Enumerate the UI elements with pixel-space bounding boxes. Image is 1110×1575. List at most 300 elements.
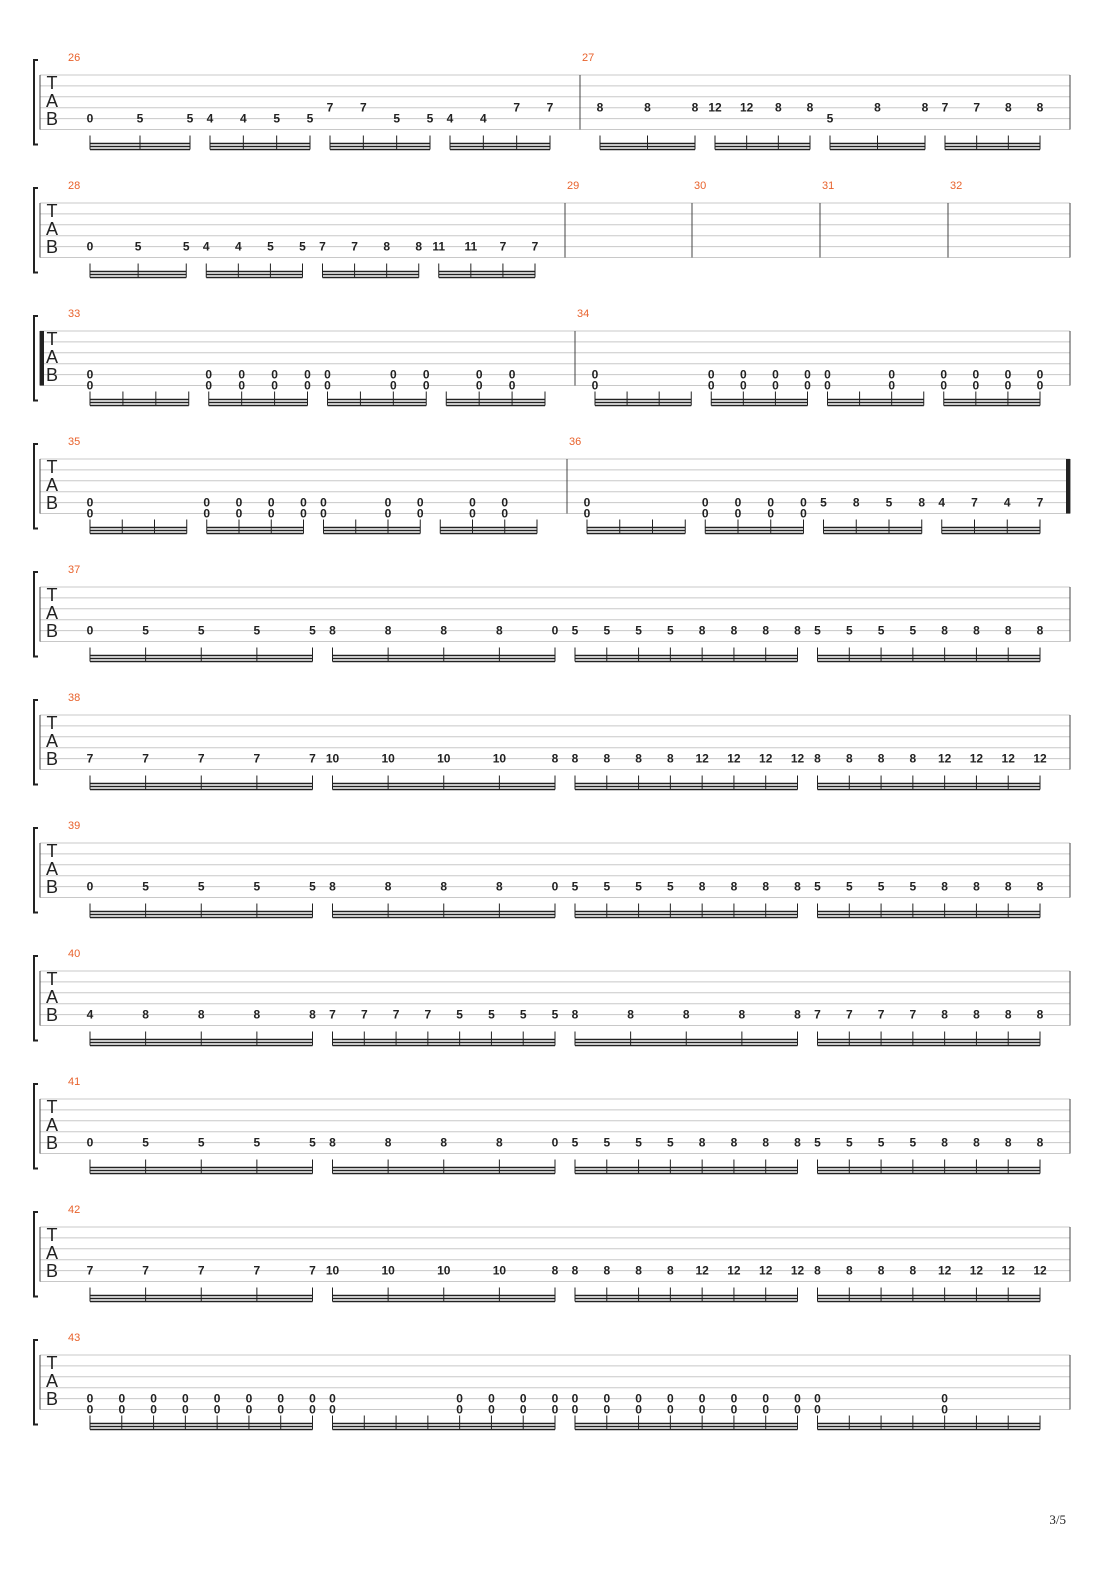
fret-number: 0 [501,506,509,521]
fret-number: 5 [253,879,261,894]
fret-number: 8 [1004,623,1012,638]
fret-number: 0 [739,378,747,393]
fret-number: 8 [627,1007,634,1022]
tab-system [34,1076,1070,1174]
fret-number: 0 [320,495,327,510]
tab-clef-letter: T [46,1097,58,1117]
fret-number: 8 [603,751,611,766]
fret-number: 0 [804,367,811,382]
fret-number: 8 [806,100,814,115]
tab-clef-letter: A [45,859,59,879]
tab-clef-letter: B [45,237,59,257]
fret-number: 0 [271,378,278,393]
tab-system [34,692,1070,790]
fret-number: 8 [571,1263,579,1278]
fret-number: 8 [874,100,881,115]
fret-number: 8 [329,623,336,638]
tab-clef-letter: A [45,987,59,1007]
fret-number: 0 [701,506,709,521]
fret-number: 0 [277,1402,285,1417]
fret-number: 12 [1001,1263,1015,1278]
fret-number: 8 [738,1007,746,1022]
measure-number: 30 [694,180,707,192]
fret-number: 8 [698,1135,706,1150]
fret-number: 0 [267,495,275,510]
fret-number: 12 [1001,751,1015,766]
fret-number: 8 [973,879,980,894]
fret-number: 4 [1003,495,1011,510]
fret-number: 8 [794,623,801,638]
fret-number: 0 [475,367,483,382]
fret-number: 8 [941,623,948,638]
fret-number: 0 [118,1391,126,1406]
fret-number: 5 [667,623,674,638]
fret-number: 12 [790,1263,805,1278]
fret-number: 0 [235,506,243,521]
tab-clef-letter: A [45,1243,59,1263]
fret-number: 7 [351,239,358,254]
fret-number: 8 [941,1007,948,1022]
fret-number: 8 [918,495,926,510]
fret-number: 0 [800,495,807,510]
fret-number: 0 [389,367,397,382]
fret-number: 0 [203,506,211,521]
tab-clef-letter: A [45,1115,59,1135]
fret-number: 0 [329,1402,336,1417]
fret-number: 0 [551,1135,559,1150]
tab-clef-letter: T [46,1225,58,1245]
tab-clef-letter: B [45,1389,59,1409]
fret-number: 8 [941,1135,948,1150]
fret-number: 5 [814,1135,821,1150]
fret-number: 8 [1036,1135,1044,1150]
fret-number: 0 [824,367,831,382]
fret-number: 0 [667,1402,674,1417]
fret-number: 0 [86,495,94,510]
fret-number: 8 [1036,623,1044,638]
fret-number: 0 [519,1402,527,1417]
system-bracket [34,572,38,657]
fret-number: 0 [416,506,424,521]
fret-number: 0 [730,1402,738,1417]
fret-number: 8 [794,1007,801,1022]
fret-number: 0 [941,1402,948,1417]
fret-number: 0 [794,1391,801,1406]
fret-number: 8 [384,879,392,894]
fret-number: 5 [186,111,194,126]
fret-number: 5 [814,623,821,638]
fret-number: 0 [456,1391,463,1406]
fret-number: 0 [300,495,307,510]
fret-number: 0 [701,495,709,510]
fret-number: 7 [309,751,316,766]
fret-number: 8 [909,1263,917,1278]
fret-number: 8 [730,1135,738,1150]
fret-number: 12 [969,751,984,766]
tab-system [34,820,1070,918]
fret-number: 0 [422,378,430,393]
fret-number: 7 [253,751,261,766]
fret-number: 4 [446,111,454,126]
fret-number: 7 [909,1007,917,1022]
fret-number: 7 [319,239,326,254]
fret-number: 5 [814,879,821,894]
fret-number: 8 [667,751,674,766]
fret-number: 7 [531,239,539,254]
fret-number: 0 [235,495,243,510]
fret-number: 0 [384,495,392,510]
tab-clef-letter: T [46,969,58,989]
fret-number: 12 [739,100,754,115]
fret-number: 8 [329,879,336,894]
fret-number: 8 [309,1007,316,1022]
fret-number: 12 [759,751,773,766]
fret-number: 7 [142,1263,149,1278]
fret-number: 8 [794,879,801,894]
fret-number: 0 [794,1402,801,1417]
fret-number: 5 [667,879,674,894]
fret-number: 0 [488,1391,495,1406]
fret-number: 0 [86,378,94,393]
fret-number: 7 [197,1263,205,1278]
tab-system [34,564,1070,662]
fret-number: 8 [1036,879,1044,894]
fret-number: 0 [304,378,311,393]
fret-number: 5 [571,1135,579,1150]
fret-number: 7 [424,1007,432,1022]
fret-number: 5 [182,239,190,254]
fret-number: 5 [635,623,642,638]
fret-number: 0 [86,239,94,254]
fret-number: 8 [440,623,448,638]
fret-number: 4 [86,1007,94,1022]
fret-number: 5 [877,879,885,894]
fret-number: 5 [845,623,853,638]
measure-number: 39 [68,820,81,832]
fret-number: 7 [326,100,334,115]
fret-number: 0 [329,1391,336,1406]
fret-number: 12 [695,751,709,766]
fret-number: 0 [86,1135,94,1150]
fret-number: 0 [635,1391,642,1406]
system-bracket [34,60,38,145]
tab-clef-letter: T [46,457,58,477]
fret-number: 7 [513,100,521,115]
fret-number: 5 [456,1007,463,1022]
fret-number: 12 [708,100,722,115]
fret-number: 0 [551,1391,559,1406]
tab-clef-letter: B [45,365,59,385]
tab-clef-letter: A [45,603,59,623]
fret-number: 10 [325,1263,340,1278]
fret-number: 10 [492,751,507,766]
fret-number: 8 [762,1135,770,1150]
fret-number: 0 [150,1402,157,1417]
tab-clef-letter: B [45,1005,59,1025]
fret-number: 8 [845,1263,853,1278]
fret-number: 0 [972,367,980,382]
fret-number: 8 [1004,1135,1012,1150]
tab-system [34,436,1070,534]
fret-number: 5 [519,1007,527,1022]
fret-number: 11 [432,239,446,254]
fret-number: 0 [814,1391,821,1406]
fret-number: 0 [118,1402,126,1417]
fret-number: 5 [909,879,917,894]
fret-number: 8 [644,100,651,115]
fret-number: 0 [941,1391,948,1406]
fret-number: 12 [937,1263,952,1278]
fret-number: 0 [1036,367,1044,382]
tab-clef-letter: A [45,219,59,239]
fret-number: 0 [972,378,980,393]
tab-system [34,1332,1070,1430]
tab-clef-letter: T [46,585,58,605]
fret-number: 5 [845,879,853,894]
fret-number: 8 [496,623,503,638]
measure-number: 31 [822,180,835,192]
fret-number: 0 [767,495,775,510]
tab-clef-letter: T [46,201,58,221]
fret-number: 5 [309,1135,316,1150]
tab-clef-letter: T [46,713,58,733]
fret-number: 0 [519,1391,527,1406]
fret-number: 5 [267,239,274,254]
measure-number: 29 [567,180,580,192]
fret-number: 8 [384,1135,392,1150]
page-number: 3/5 [1049,1512,1066,1527]
fret-number: 4 [202,239,210,254]
fret-number: 5 [885,495,893,510]
measure-number: 41 [68,1076,81,1088]
fret-number: 0 [267,506,275,521]
fret-number: 8 [845,751,853,766]
fret-number: 0 [309,1391,316,1406]
fret-number: 0 [304,367,311,382]
fret-number: 7 [86,1263,94,1278]
fret-number: 0 [603,1391,611,1406]
fret-number: 0 [940,378,948,393]
measure-number: 34 [577,308,590,320]
fret-number: 8 [571,1007,579,1022]
fret-number: 0 [86,111,94,126]
fret-number: 8 [852,495,860,510]
fret-number: 8 [596,100,604,115]
measure-number: 36 [569,436,582,448]
fret-number: 0 [767,506,775,521]
fret-number: 8 [762,879,770,894]
fret-number: 5 [426,111,434,126]
fret-number: 5 [603,879,611,894]
fret-number: 0 [86,506,94,521]
fret-number: 5 [136,111,144,126]
fret-number: 8 [253,1007,261,1022]
fret-number: 0 [469,495,476,510]
fret-number: 0 [603,1402,611,1417]
fret-number: 7 [392,1007,400,1022]
fret-number: 5 [635,879,642,894]
tab-system [34,52,1070,150]
fret-number: 8 [814,751,821,766]
fret-number: 12 [790,751,805,766]
tab-clef-letter: A [45,475,59,495]
fret-number: 8 [1036,100,1044,115]
fret-number: 5 [603,1135,611,1150]
fret-number: 8 [973,623,980,638]
fret-number: 7 [499,239,507,254]
fret-number: 0 [86,623,94,638]
fret-number: 7 [845,1007,853,1022]
fret-number: 0 [1036,378,1044,393]
fret-number: 0 [238,367,246,382]
fret-number: 0 [734,506,742,521]
fret-number: 8 [774,100,782,115]
measure-number: 42 [68,1204,81,1216]
fret-number: 8 [384,623,392,638]
fret-number: 8 [329,1135,336,1150]
fret-number: 8 [730,623,738,638]
fret-number: 0 [800,506,807,521]
fret-number: 7 [329,1007,336,1022]
fret-number: 0 [571,1391,579,1406]
fret-number: 5 [393,111,401,126]
fret-number: 4 [234,239,242,254]
fret-number: 0 [888,378,896,393]
fret-number: 0 [238,378,246,393]
fret-number: 8 [877,1263,885,1278]
fret-number: 8 [142,1007,149,1022]
fret-number: 8 [698,623,706,638]
fret-number: 0 [309,1402,316,1417]
fret-number: 8 [730,879,738,894]
measure-number: 27 [582,52,595,64]
fret-number: 0 [384,506,392,521]
fret-number: 0 [551,1402,559,1417]
fret-number: 0 [469,506,476,521]
tab-clef-letter: A [45,347,59,367]
fret-number: 8 [551,1263,559,1278]
fret-number: 0 [583,506,591,521]
tab-clef-letter: B [45,749,59,769]
fret-number: 5 [667,1135,674,1150]
fret-number: 8 [603,1263,611,1278]
fret-number: 5 [877,623,885,638]
fret-number: 0 [814,1402,821,1417]
fret-number: 5 [845,1135,853,1150]
fret-number: 0 [182,1391,189,1406]
fret-number: 0 [488,1402,495,1417]
fret-number: 5 [142,879,149,894]
fret-number: 12 [1033,1263,1047,1278]
fret-number: 0 [591,367,599,382]
fret-number: 12 [969,1263,984,1278]
fret-number: 0 [667,1391,674,1406]
fret-number: 4 [938,495,946,510]
system-bracket [34,1084,38,1169]
tab-clef-letter: T [46,329,58,349]
fret-number: 5 [826,111,834,126]
fret-number: 0 [734,495,742,510]
fret-number: 0 [888,367,896,382]
fret-number: 5 [309,879,316,894]
fret-number: 5 [488,1007,495,1022]
fret-number: 8 [197,1007,205,1022]
fret-number: 8 [383,239,391,254]
fret-number: 0 [762,1391,770,1406]
fret-number: 5 [909,623,917,638]
repeat-start-bar [40,331,44,386]
fret-number: 0 [583,495,591,510]
fret-number: 0 [551,879,559,894]
fret-number: 5 [603,623,611,638]
fret-number: 12 [937,751,952,766]
fret-number: 0 [551,623,559,638]
fret-number: 12 [727,1263,741,1278]
fret-number: 0 [324,367,331,382]
fret-number: 5 [197,623,205,638]
fret-number: 8 [415,239,423,254]
fret-number: 5 [273,111,281,126]
fret-number: 7 [546,100,554,115]
fret-number: 7 [360,1007,368,1022]
fret-number: 12 [759,1263,773,1278]
fret-number: 0 [86,1391,94,1406]
fret-number: 0 [762,1402,770,1417]
fret-number: 4 [206,111,214,126]
fret-number: 0 [245,1391,253,1406]
system-bracket [34,700,38,785]
fret-number: 5 [142,1135,149,1150]
tab-clef-letter: A [45,1371,59,1391]
fret-number: 5 [253,1135,261,1150]
fret-number: 5 [309,623,316,638]
fret-number: 5 [551,1007,559,1022]
fret-number: 0 [389,378,397,393]
fret-number: 10 [325,751,340,766]
system-bracket [34,188,38,273]
fret-number: 0 [324,378,331,393]
measure-number: 40 [68,948,81,960]
fret-number: 5 [820,495,827,510]
fret-number: 5 [299,239,306,254]
tab-clef-letter: T [46,841,58,861]
fret-number: 0 [804,378,811,393]
fret-number: 7 [359,100,367,115]
fret-number: 8 [440,879,448,894]
tab-system [34,1204,1070,1302]
repeat-end-bar [1066,459,1070,514]
fret-number: 8 [814,1263,821,1278]
fret-number: 0 [698,1391,706,1406]
measure-number: 33 [68,308,81,320]
fret-number: 0 [416,495,424,510]
tab-clef-letter: A [45,731,59,751]
fret-number: 7 [142,751,149,766]
fret-number: 0 [320,506,327,521]
fret-number: 5 [142,623,149,638]
fret-number: 8 [1004,1007,1012,1022]
fret-number: 0 [300,506,307,521]
system-bracket [34,1212,38,1297]
fret-number: 0 [508,367,516,382]
fret-number: 0 [707,367,715,382]
tab-clef-letter: B [45,493,59,513]
fret-number: 0 [213,1391,221,1406]
fret-number: 8 [973,1007,980,1022]
tab-system [34,180,1070,278]
system-bracket [34,444,38,529]
fret-number: 7 [877,1007,885,1022]
